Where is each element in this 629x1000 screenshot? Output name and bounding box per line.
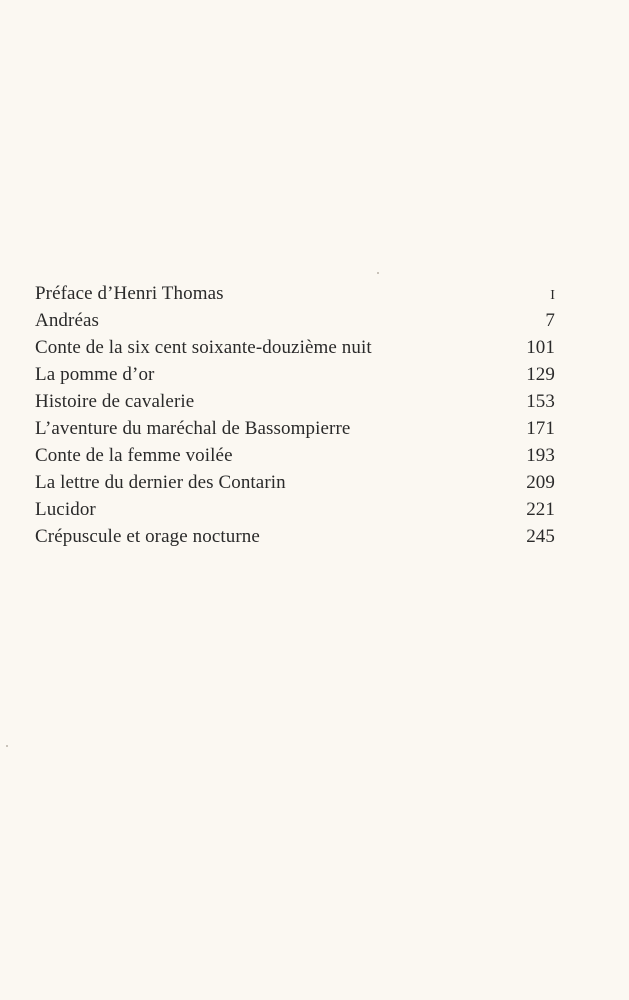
toc-entry — [35, 496, 555, 523]
toc-entry — [35, 388, 555, 415]
toc-entry-title: Andréas — [35, 310, 100, 331]
toc-entry — [35, 523, 555, 550]
toc-entry-title: Histoire de cavalerie — [35, 391, 195, 412]
toc-entry-page: 245 — [526, 526, 555, 547]
toc-entry-page: I — [550, 288, 555, 303]
paper-speck — [377, 272, 379, 274]
table-of-contents — [35, 280, 555, 550]
toc-entry-title: L’aventure du maréchal de Bassompierre — [35, 418, 351, 439]
toc-entry — [35, 361, 555, 388]
toc-entry-page: 129 — [526, 364, 555, 385]
toc-entry — [35, 280, 555, 307]
toc-entry-page: 7 — [545, 310, 555, 331]
toc-entry-title: Crépuscule et orage nocturne — [35, 526, 260, 547]
toc-entry-page: 101 — [526, 337, 555, 358]
toc-entry-title: Préface d’Henri Thomas — [35, 283, 224, 304]
toc-entry — [35, 334, 555, 361]
paper-speck — [6, 745, 8, 747]
toc-entry-title: La pomme d’or — [35, 364, 155, 385]
toc-entry-title: Lucidor — [35, 499, 96, 520]
toc-entry — [35, 442, 555, 469]
toc-entry — [35, 415, 555, 442]
toc-entry-title: Conte de la six cent soixante-douzième nuit — [35, 337, 372, 358]
toc-entry — [35, 469, 555, 496]
toc-entry-page: 171 — [526, 418, 555, 439]
toc-entry-page: 153 — [526, 391, 555, 412]
toc-entry-page: 193 — [526, 445, 555, 466]
toc-entry-title: La lettre du dernier des Contarin — [35, 472, 286, 493]
toc-entry-page: 221 — [526, 499, 555, 520]
toc-entry — [35, 307, 555, 334]
toc-entry-title: Conte de la femme voilée — [35, 445, 233, 466]
toc-entry-page: 209 — [526, 472, 555, 493]
